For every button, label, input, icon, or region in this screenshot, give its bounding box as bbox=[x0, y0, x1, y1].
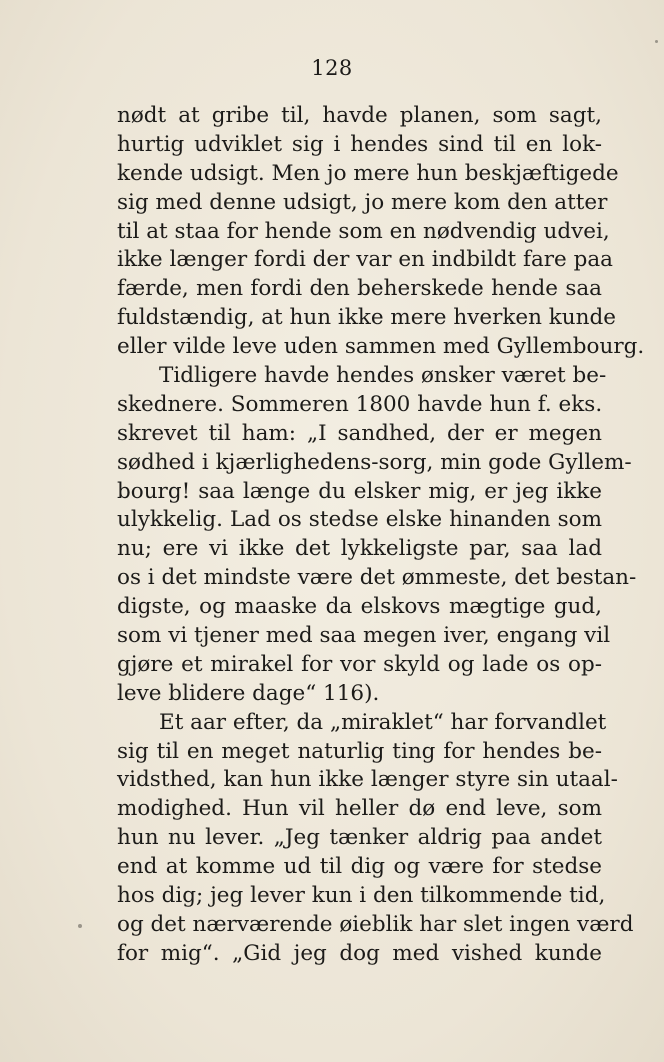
paper-speck bbox=[78, 924, 82, 928]
text-line: Et aar efter, da „miraklet“ har forvandlet bbox=[159, 709, 607, 735]
paper-speck bbox=[655, 40, 658, 43]
text-line: Tidligere havde hendes ønsker været be- bbox=[159, 363, 607, 389]
text-line: nu; ere vi ikke det lykkeligste par, saa lad bbox=[117, 536, 602, 562]
text-line: fuldstændig, at hun ikke mere hverken kunde bbox=[117, 305, 616, 331]
text-line: sig til en meget naturlig ting for hendes be- bbox=[117, 738, 602, 764]
page-number: 128 bbox=[311, 56, 353, 80]
text-line: sødhed i kjærlighedens-sorg, min gode Gyllem- bbox=[117, 449, 632, 475]
text-line: os i det mindste være det ømmeste, det bestan- bbox=[117, 565, 637, 591]
text-line: til at staa for hende som en nødvendig udvei, bbox=[117, 218, 610, 244]
body-text bbox=[117, 102, 645, 969]
text-line: hos dig; jeg lever kun i den tilkommende tid, bbox=[117, 883, 606, 909]
text-line: eller vilde leve uden sammen med Gyllembourg. bbox=[117, 334, 645, 360]
text-line: gjøre et mirakel for vor skyld og lade os op- bbox=[117, 651, 602, 677]
text-line: nødt at gribe til, havde planen, som sagt, bbox=[117, 103, 602, 128]
text-line: hun nu lever. „Jeg tænker aldrig paa andet bbox=[117, 825, 602, 851]
text-line: skednere. Sommeren 1800 havde hun f. eks. bbox=[117, 391, 603, 417]
text-line: for mig“. „Gid jeg dog med vished kunde bbox=[117, 940, 602, 966]
text-line: ulykkelig. Lad os stedse elske hinanden som bbox=[117, 507, 602, 533]
text-line: hurtig udviklet sig i hendes sind til en lok- bbox=[117, 131, 602, 157]
text-line: modighed. Hun vil heller dø end leve, som bbox=[117, 796, 602, 822]
text-line: sig med denne udsigt, jo mere kom den atter bbox=[117, 189, 608, 215]
text-line: leve blidere dage“ 116). bbox=[117, 680, 380, 706]
text-line: end at komme ud til dig og være for stedse bbox=[117, 854, 602, 880]
text-line: bourg! saa længe du elsker mig, er jeg ikke bbox=[117, 478, 602, 504]
text-line: vidsthed, kan hun ikke længer styre sin utaal- bbox=[117, 767, 618, 793]
text-line: skrevet til ham: „I sandhed, der er megen bbox=[117, 420, 602, 446]
text-line: ikke længer fordi der var en indbildt fare paa bbox=[117, 247, 614, 273]
text-line: som vi tjener med saa megen iver, engang vil bbox=[117, 623, 611, 649]
text-line: kende udsigt. Men jo mere hun beskjæftigede bbox=[117, 160, 619, 186]
text-line: færde, men fordi den beherskede hende saa bbox=[117, 276, 602, 302]
text-line: og det nærværende øieblik har slet ingen værd bbox=[117, 911, 634, 937]
text-line: digste, og maaske da elskovs mægtige gud, bbox=[117, 594, 602, 620]
